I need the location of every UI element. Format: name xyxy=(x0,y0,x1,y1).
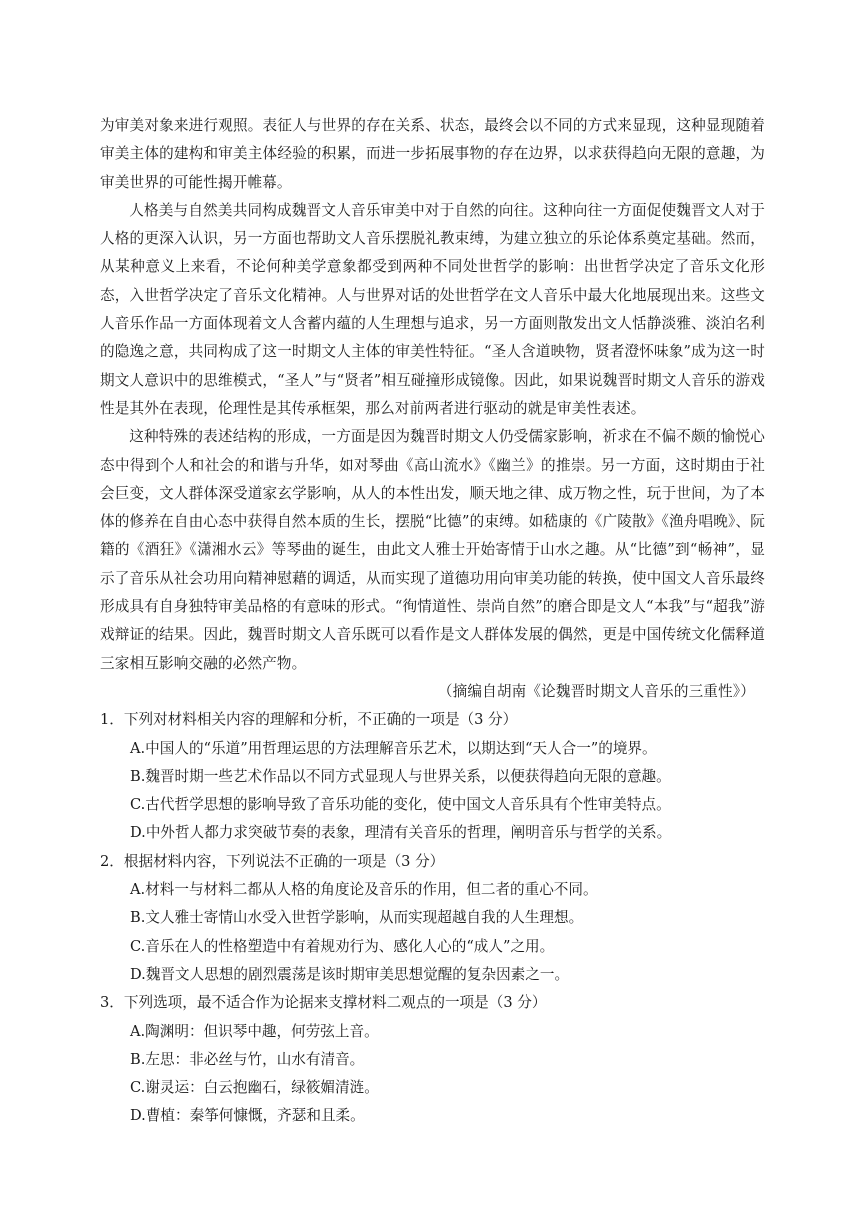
option-a: A.材料一与材料二都从人格的角度论及音乐的作用，但二者的重心不同。 xyxy=(130,881,598,899)
passage-paragraph-3: 这种特殊的表述结构的形成，一方面是因为魏晋时期文人仍受儒家影响，祈求在不偏不颇的愉悦心态中得到个人和社会的和谐与升华，如对琴曲《高山流水》《幽兰》的推崇。另一方面，这时期由于社会巨变，文人群体深受道家玄学影响，从人的本性出发，顺天地之律、成万物之性，玩于世间，为了本体的修养在自由心态中获得自然本质的生长，摆脱“比德”的束缚。如嵇康的《广陵散》《渔舟唱晚》、阮籍的《酒狂》《潇湘水云》等琴曲的诞生，由此文人雅士开始寄情于山水之趣。从“比德”到“畅神”，显示了音乐从社会功用向精神慰藉的调适，从而实现了道德功用向审美功能的转换，使中国文人音乐最终形成具有自身独特审美品格的有意味的形式。“徇情道性、崇尚自然”的磨合即是文人“本我”与“超我”游戏辩证的结果。因此，魏晋时期文人音乐既可以看作是文人群体发展的偶然，更是中国传统文化儒释道三家相互影响交融的必然产物。 xyxy=(100,428,765,672)
option-d: D.中外哲人都力求突破节奏的表象，理清有关音乐的哲理，阐明音乐与哲学的关系。 xyxy=(130,824,672,842)
option-list xyxy=(100,876,765,989)
option-b: B.魏晋时期一些艺术作品以不同方式显现人与世界关系，以便获得趋向无限的意趣。 xyxy=(130,767,671,785)
question-1 xyxy=(100,706,765,847)
option-d: D.魏晋文人思想的剧烈震荡是该时期审美思想觉醒的复杂因素之一。 xyxy=(130,965,570,983)
question-title: 3．下列选项，最不适合作为论据来支撑材料二观点的一项是（3 分） xyxy=(100,994,547,1012)
passage-paragraph-2: 人格美与自然美共同构成魏晋文人音乐审美中对于自然的向往。这种向往一方面促使魏晋文人对于人格的更深入认识，另一方面也帮助文人音乐摆脱礼教束缚，为建立独立的乐论体系奠定基础。然而，从某种意义上来看，不论何种美学意象都受到两种不同处世哲学的影响：出世哲学决定了音乐文化形态，入世哲学决定了音乐文化精神。人与世界对话的处世哲学在文人音乐中最大化地展现出来。这些文人音乐作品一方面体现着文人含蓄内蕴的人生理想与追求，另一方面则散发出文人恬静淡雅、淡泊名利的隐逸之意，共同构成了这一时期文人主体的审美性特征。“圣人含道映物，贤者澄怀味象”成为这一时期文人意识中的思维模式，“圣人”与“贤者”相互碰撞形成镜像。因此，如果说魏晋时期文人音乐的游戏性是其外在表现，伦理性是其传承框架，那么对前两者进行驱动的就是审美性表述。 xyxy=(100,201,765,417)
question-3 xyxy=(100,989,765,1130)
option-c: C.音乐在人的性格塑造中有着规劝行为、感化人心的“成人”之用。 xyxy=(130,937,555,955)
option-list xyxy=(100,1018,765,1131)
passage-paragraph-1: 为审美对象来进行观照。表征人与世界的存在关系、状态，最终会以不同的方式来显现，这种显现随着审美主体的建构和审美主体经验的积累，而进一步拓展事物的存在边界，以求获得趋向无限的意趣，为审美世界的可能性揭开帷幕。 xyxy=(100,117,765,191)
option-a: A.中国人的“乐道”用哲理运思的方法理解音乐艺术，以期达到“天人合一”的境界。 xyxy=(130,739,657,757)
option-a: A.陶渊明：但识琴中趣，何劳弦上音。 xyxy=(130,1022,379,1040)
passage-source: （摘编自胡南《论魏晋时期文人音乐的三重性》） xyxy=(437,682,755,700)
question-title: 2．根据材料内容，下列说法不正确的一项是（3 分） xyxy=(100,852,445,870)
question-title: 1．下列对材料相关内容的理解和分析，不正确的一项是（3 分） xyxy=(100,711,518,729)
option-list xyxy=(100,735,765,848)
option-b: B.左思：非必丝与竹，山水有清音。 xyxy=(130,1050,365,1068)
exam-page xyxy=(100,112,765,1131)
question-2 xyxy=(100,848,765,989)
option-c: C.谢灵运：白云抱幽石，绿筱媚清涟。 xyxy=(130,1079,379,1097)
option-b: B.文人雅士寄情山水受入世哲学影响，从而实现超越自我的人生理想。 xyxy=(130,909,584,927)
option-d: D.曹植：秦筝何慷慨，齐瑟和且柔。 xyxy=(130,1107,365,1125)
option-c: C.古代哲学思想的影响导致了音乐功能的变化，使中国文人音乐具有个性审美特点。 xyxy=(130,796,671,814)
